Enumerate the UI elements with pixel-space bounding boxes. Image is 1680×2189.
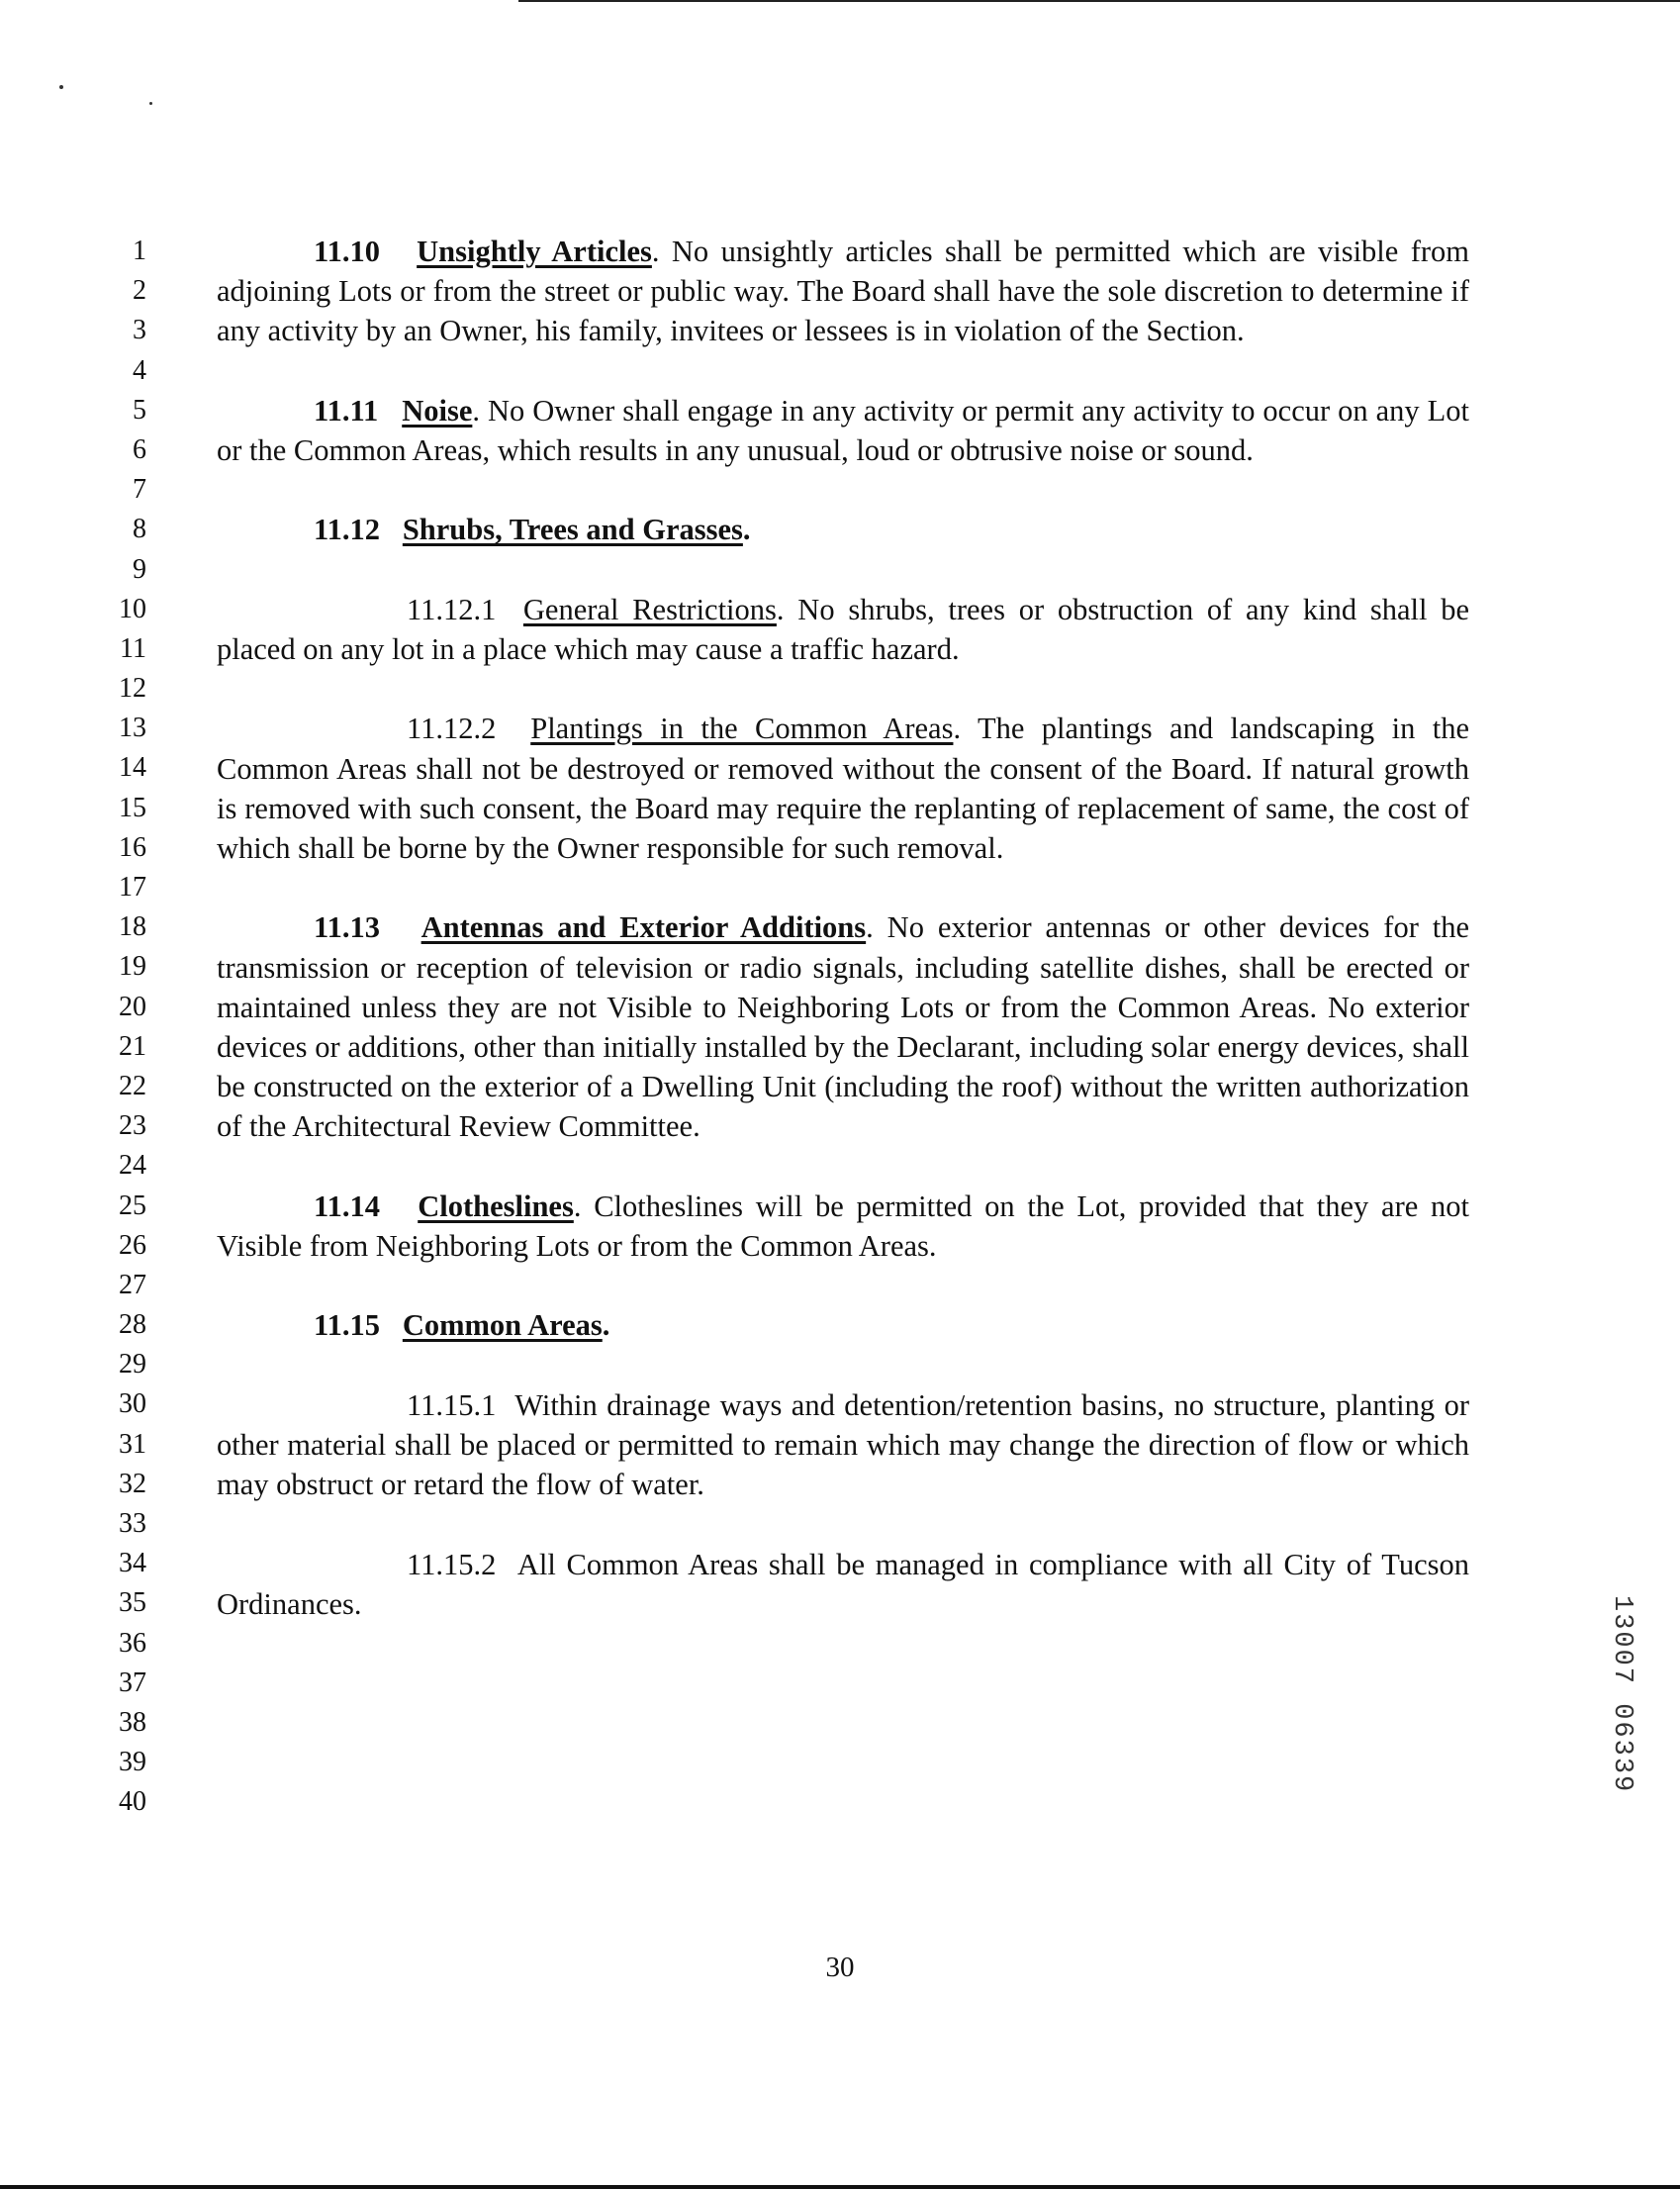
line-number: 36 [119,1627,146,1659]
line-number: 32 [119,1468,146,1499]
line-number: 35 [119,1587,146,1619]
line-number: 28 [119,1309,146,1341]
recording-stamp: 13007 06339 [1607,1595,1636,1794]
section-11-15-2 [217,1545,1469,1624]
section-body: . No exterior antennas or other devices for the transmission or reception of television or radio signals, including satellite dishes, shall be erected or maintained unless they are not Visible to Neighboring Lots or from the Common Areas. No exterior devices or additions, other than initially installed by the Declarant, including solar energy devices, shall be constructed on the exterior of a Dwelling Unit (including the roof) without the written authorization of the Architectural Review Committee. [217,910,1469,1144]
section-number: 11.15.2 [407,1547,497,1581]
line-number: 31 [119,1428,146,1460]
line-number: 15 [119,792,146,823]
scan-speck [59,85,63,89]
line-number: 34 [119,1548,146,1579]
section-11-11 [217,391,1469,470]
section-number: 11.12 [314,513,380,547]
section-11-13 [217,907,1469,1146]
section-title: Shrubs, Trees and Grasses [402,513,743,547]
line-number: 20 [119,991,146,1022]
line-number: 38 [119,1706,146,1738]
section-number: 11.15 [314,1308,380,1343]
line-number: 39 [119,1747,146,1778]
section-number: 11.14 [314,1189,380,1223]
line-number: 6 [133,433,146,465]
line-number: 13 [119,713,146,744]
line-number: 40 [119,1786,146,1818]
line-number: 12 [119,673,146,705]
scan-speck [149,102,152,105]
section-body: . Clotheslines will be permitted on the Lot, provided that they are not Visible from Neighboring Lots or from the Common Areas. [217,1189,1469,1263]
line-number: 10 [119,593,146,624]
line-number: 9 [133,553,146,585]
section-number: 11.15.1 [407,1387,497,1422]
line-number: 29 [119,1349,146,1380]
section-title: General Restrictions [522,592,777,626]
line-number: 4 [133,354,146,386]
section-11-12-2 [217,709,1469,868]
section-title: Plantings in the Common Areas [530,712,954,746]
line-number: 11 [120,632,146,664]
line-number: 8 [133,514,146,545]
line-number: 26 [119,1229,146,1261]
line-number: 17 [119,872,146,903]
page-number: 30 [825,1951,855,1983]
section-11-10 [217,232,1469,351]
line-number: 7 [133,474,146,506]
section-body: . [602,1308,610,1343]
line-number: 23 [119,1110,146,1142]
section-number: 11.12.2 [407,712,497,746]
line-number: 5 [133,394,146,426]
section-body: Within drainage ways and detention/retention basins, no structure, planting or other material shall be placed or permitted to remain which may change the direction of flow or which may obstruct or retard the flow of water. [217,1387,1469,1502]
line-number: 16 [119,831,146,863]
section-body: . No shrubs, trees or obstruction of any kind shall be placed on any lot in a place which may cause a traffic hazard. [217,592,1469,666]
line-number: 24 [119,1150,146,1182]
section-title: Common Areas [402,1308,603,1343]
section-body: . [742,513,751,547]
section-body: All Common Areas shall be managed in compliance with all City of Tucson Ordinances. [217,1547,1469,1621]
line-number: 19 [119,951,146,983]
line-number: 3 [133,315,146,346]
section-number: 11.12.1 [407,592,497,626]
section-body: . No unsightly articles shall be permitted which are visible from adjoining Lots or from the street or public way. The Board shall have the sole discretion to determine if any activity by an Owner, his family, invitees or lessees is in violation of the Section. [217,235,1469,348]
section-title: Antennas and Exterior Additions [420,910,867,945]
line-number-column [107,232,146,1823]
section-number: 11.10 [314,235,380,268]
line-number: 1 [133,236,146,266]
line-number: 25 [119,1190,146,1221]
section-11-15 [217,1305,1469,1345]
line-number: 14 [119,752,146,784]
section-title: Unsightly Articles [417,235,652,268]
section-11-12 [217,510,1469,549]
line-number: 33 [119,1508,146,1539]
document-body [217,232,1469,1624]
section-11-15-1 [217,1385,1469,1505]
bottom-border-line [0,2185,1680,2189]
section-title: Clotheslines [418,1189,574,1223]
line-number: 37 [119,1666,146,1698]
line-number: 22 [119,1070,146,1101]
section-number: 11.13 [314,910,380,945]
line-number: 18 [119,911,146,943]
line-number: 27 [119,1269,146,1300]
line-number: 2 [133,275,146,307]
section-body: . No Owner shall engage in any activity or permit any activity to occur on any Lot or the Common Areas, which results in any unusual, loud or obtrusive noise or sound. [217,393,1469,467]
section-body: . The plantings and landscaping in the Common Areas shall not be destroyed or removed without the consent of the Board. If natural growth is removed with such consent, the Board may require the replanting of replacement of same, the cost of which shall be borne by the Owner responsible for such removal. [217,712,1470,865]
line-number: 21 [119,1030,146,1062]
section-number: 11.11 [314,393,379,428]
section-11-12-1 [217,590,1469,669]
section-11-14 [217,1187,1469,1266]
section-title: Noise [402,393,473,428]
line-number: 30 [119,1388,146,1420]
top-border-line [518,0,1680,2]
